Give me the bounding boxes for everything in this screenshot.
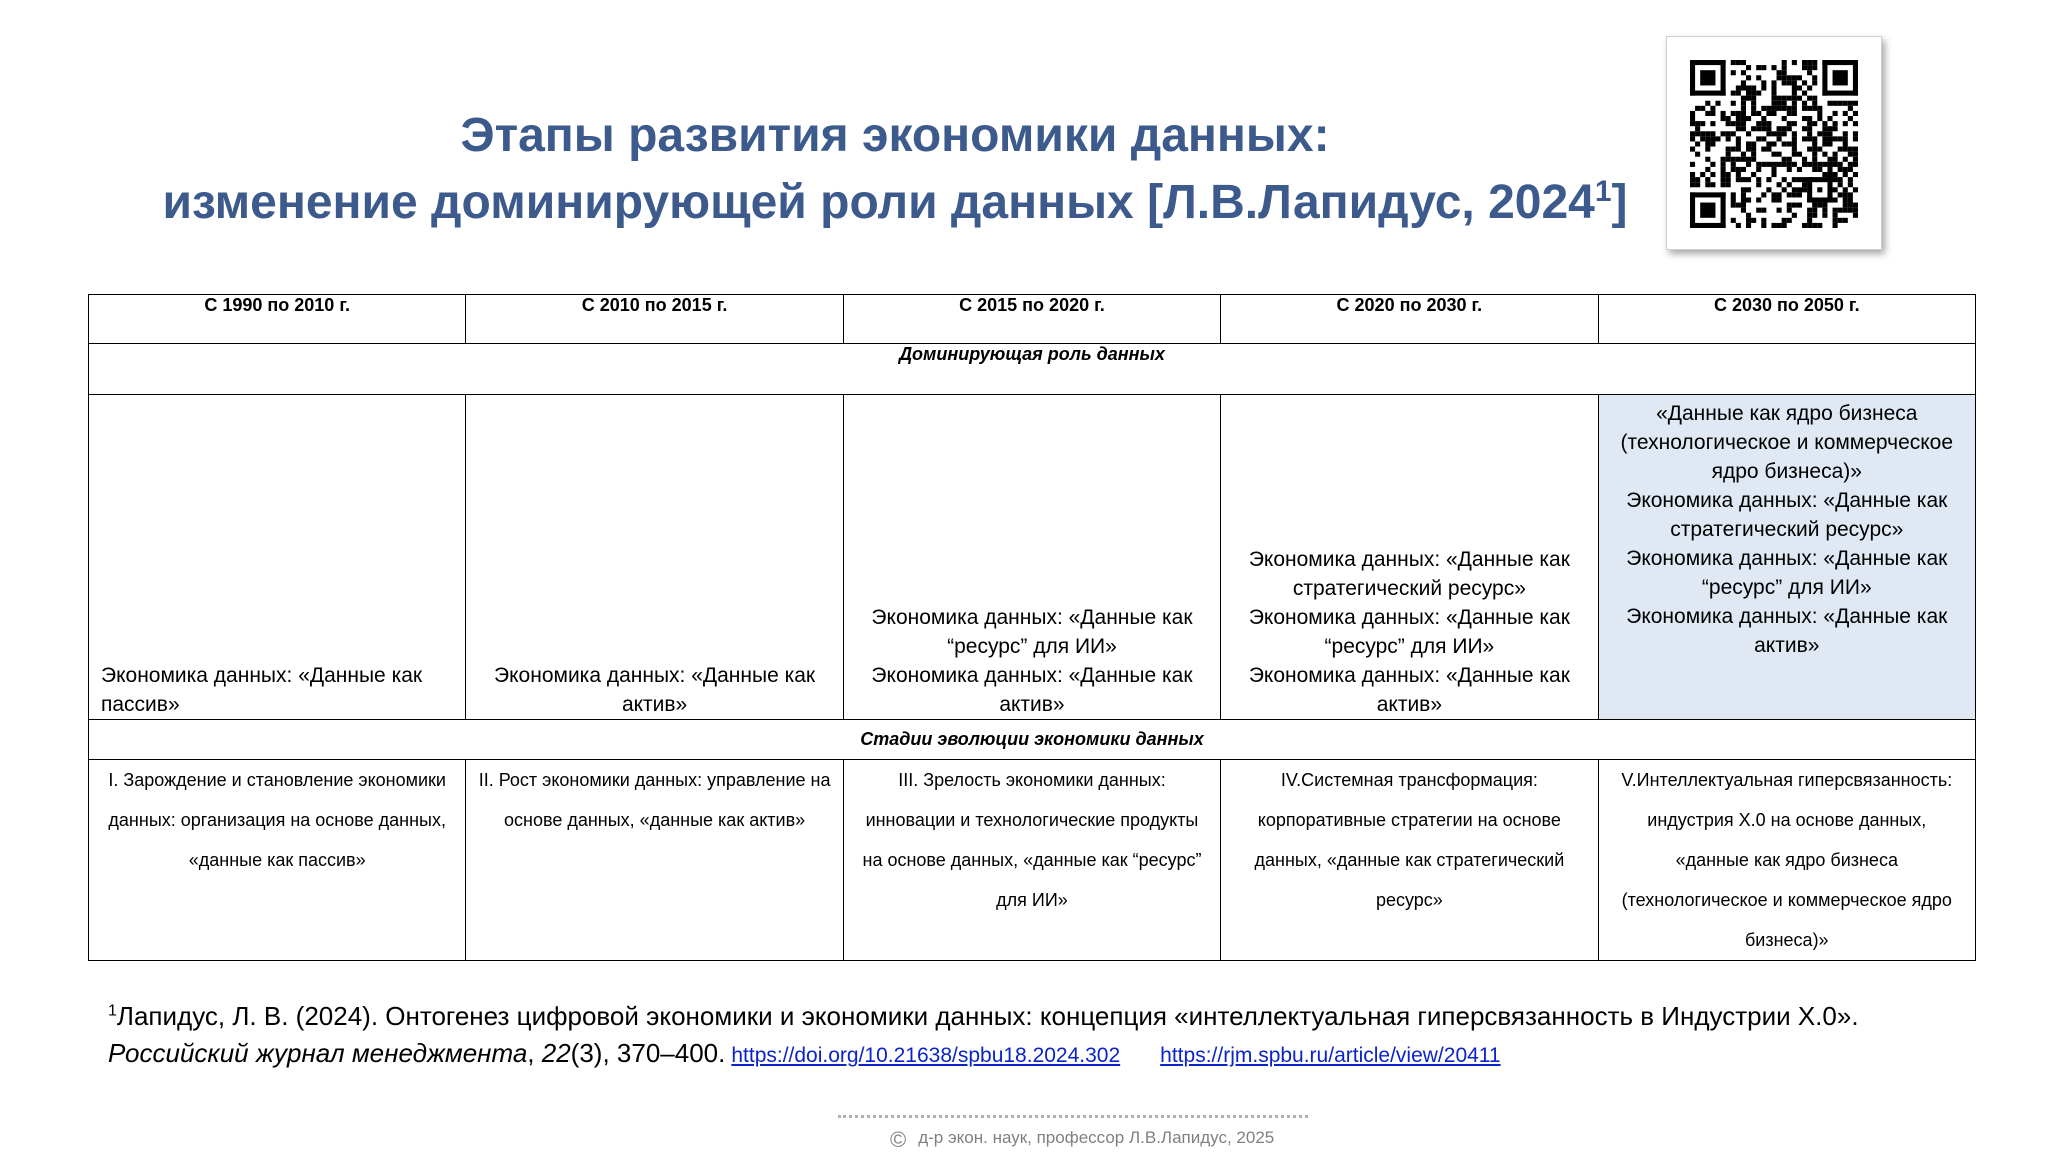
qr-code-icon (1690, 60, 1858, 228)
role-cell (466, 395, 843, 720)
period-header: С 2030 по 2050 г. (1598, 295, 1975, 344)
role-cell (89, 395, 466, 720)
footnote-line-1 (108, 998, 2008, 1035)
stage-cell: IV.Системная трансформация: корпоративные стратегии на основе данных, «данные как стратегический ресурс» (1221, 760, 1598, 961)
role-line: Экономика данных: «Данные как “ресурс” для ИИ» (1248, 606, 1570, 658)
stage-cell: V.Интеллектуальная гиперсвязанность: индустрия Х.0 на основе данных, «данные как ядро бизнеса (технологическое и коммерческое ядро бизнеса)» (1598, 760, 1975, 961)
stage-cell: III. Зрелость экономики данных: инновации и технологические продукты на основе данных, «данные как “ресурс” для ИИ» (843, 760, 1220, 961)
role-line: Экономика данных: «Данные как “ресурс” для ИИ» (871, 606, 1193, 658)
credit-text: д-р экон. наук, профессор Л.В.Лапидус, 2025 (918, 1128, 1275, 1147)
title-bracket: ] (1611, 176, 1628, 229)
role-line: Экономика данных: «Данные как стратегический ресурс» (1248, 548, 1570, 600)
title-line-1: Этапы развития экономики данных: (460, 109, 1330, 162)
role-line: Экономика данных: «Данные как актив» (1248, 664, 1570, 716)
stage-cell: II. Рост экономики данных: управление на основе данных, «данные как актив» (466, 760, 843, 961)
footer-divider (838, 1115, 1308, 1118)
title-footnote-mark: 1 (1594, 175, 1612, 208)
stages-row (89, 760, 1976, 961)
role-line: Экономика данных: «Данные как пассив» (101, 664, 423, 716)
section-title-dominant-role: Доминирующая роль данных (89, 344, 1976, 395)
footnote-mark: 1 (108, 1002, 117, 1020)
period-header: С 2015 по 2020 г. (843, 295, 1220, 344)
section-row-dominant-role (89, 344, 1976, 395)
role-cell (1221, 395, 1598, 720)
section-title-evolution-stages: Стадии эволюции экономики данных (89, 720, 1976, 760)
title-line-2-text: изменение доминирующей роли данных [Л.В.Лапидус, 2024 (162, 176, 1595, 229)
role-line: Экономика данных: «Данные как актив» (871, 664, 1193, 716)
footnote-text: Лапидус, Л. В. (2024). Онтогенез цифровой экономики и экономики данных: концепция «интеллектуальная гиперсвязанность в Индустрии Х.0». (116, 1001, 1859, 1031)
period-header: С 1990 по 2010 г. (89, 295, 466, 344)
section-row-evolution-stages (89, 720, 1976, 760)
roles-row (89, 395, 1976, 720)
footnote (108, 998, 2008, 1074)
role-line: Экономика данных: «Данные как “ресурс” для ИИ» (1626, 547, 1948, 599)
role-line: Экономика данных: «Данные как актив» (494, 664, 816, 716)
title-line-2 (40, 169, 1750, 236)
period-header: С 2010 по 2015 г. (466, 295, 843, 344)
footnote-line-2 (108, 1035, 2008, 1074)
copyright-icon: © (890, 1127, 907, 1152)
journal-volume: 22 (541, 1038, 571, 1068)
stage-cell: I. Зарождение и становление экономики данных: организация на основе данных, «данные как пассив» (89, 760, 466, 961)
page-title (40, 102, 1750, 236)
role-line: «Данные как ядро бизнеса (технологическое и коммерческое ядро бизнеса)» (1620, 402, 1954, 483)
stages-table (88, 294, 1976, 961)
volume-separator: , (527, 1038, 542, 1068)
role-line: Экономика данных: «Данные как актив» (1626, 605, 1948, 657)
journal-name: Российский журнал менеджмента (108, 1038, 528, 1068)
doi-link[interactable]: https://doi.org/10.21638/spbu18.2024.302 (731, 1044, 1121, 1067)
period-header: С 2020 по 2030 г. (1221, 295, 1598, 344)
role-cell-highlighted (1598, 395, 1975, 720)
article-link[interactable]: https://rjm.spbu.ru/article/view/20411 (1160, 1044, 1501, 1067)
table-header-row (89, 295, 1976, 344)
qr-code[interactable] (1666, 36, 1882, 250)
role-line: Экономика данных: «Данные как стратегический ресурс» (1626, 489, 1948, 541)
issue-pages: (3), 370–400. (570, 1038, 726, 1068)
author-credit (890, 1123, 1370, 1152)
role-cell (843, 395, 1220, 720)
